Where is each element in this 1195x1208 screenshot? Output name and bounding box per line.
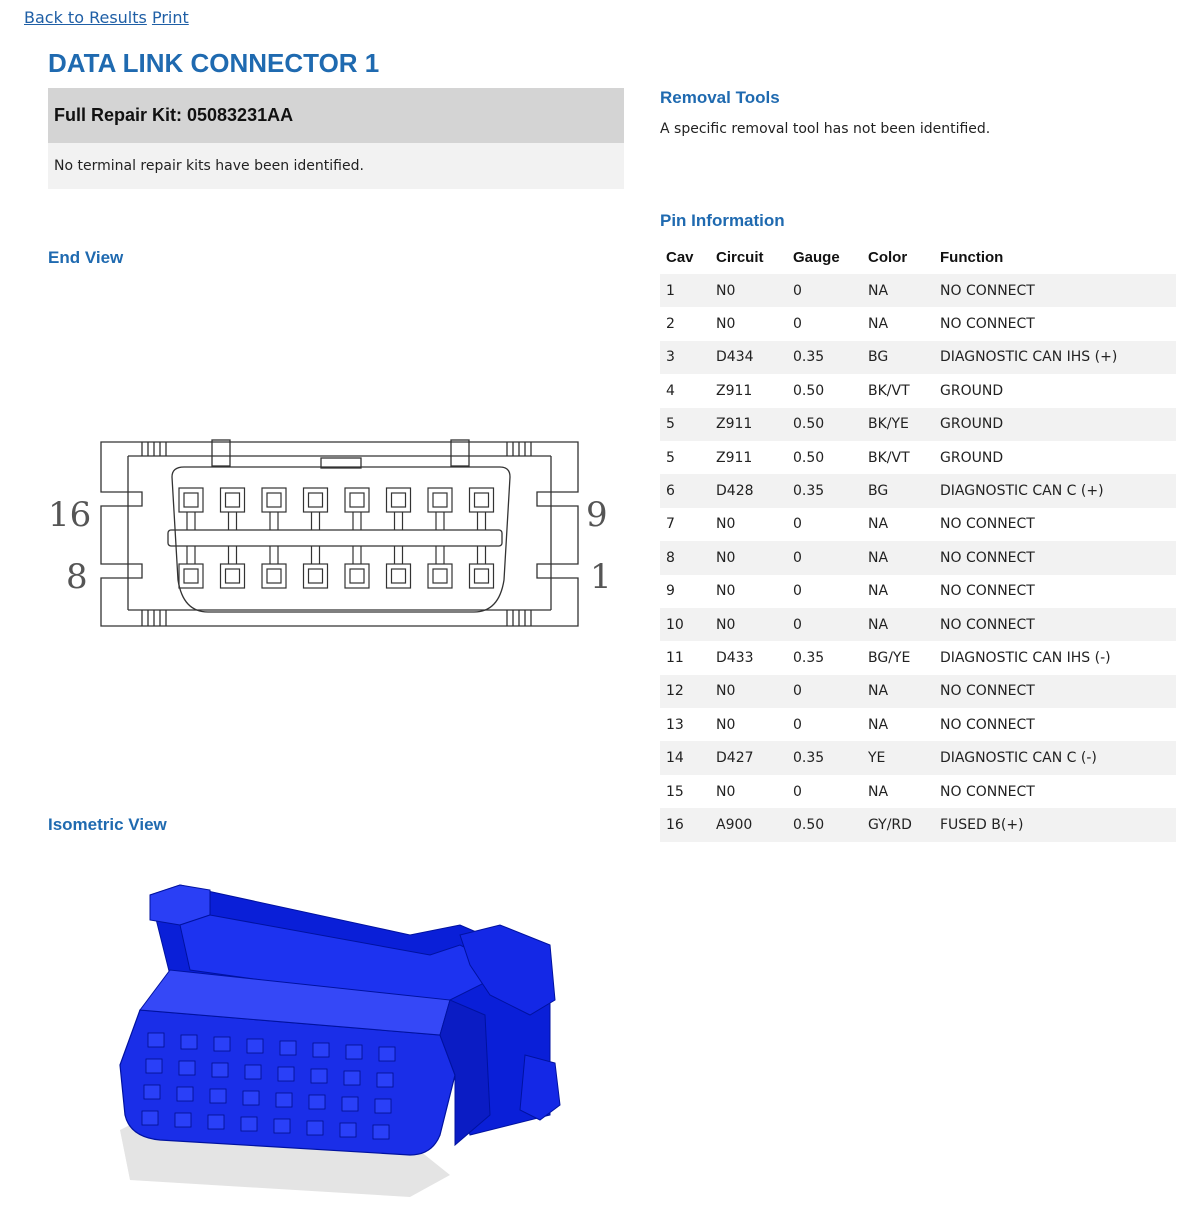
isometric-pin-cell xyxy=(208,1115,224,1129)
cell-gauge: 0 xyxy=(787,508,862,541)
cell-function: NO CONNECT xyxy=(934,708,1176,741)
cell-color: NA xyxy=(862,575,934,608)
table-row xyxy=(660,775,1176,808)
end-view-ribs-bottom-right xyxy=(507,610,531,626)
end-view-connector-face xyxy=(172,467,510,612)
end-view-pin-terminal xyxy=(184,569,198,583)
isometric-pin-cell xyxy=(311,1069,327,1083)
isometric-pin-cell xyxy=(212,1063,228,1077)
isometric-pin-cell xyxy=(177,1087,193,1101)
isometric-pin-cell xyxy=(377,1073,393,1087)
end-view-ribs-top-right xyxy=(507,442,531,456)
table-row xyxy=(660,441,1176,474)
cell-color: BG/YE xyxy=(862,641,934,674)
isometric-pin-cell xyxy=(373,1125,389,1139)
column-header-color: Color xyxy=(868,248,908,266)
cell-color: NA xyxy=(862,675,934,708)
cell-color: GY/RD xyxy=(862,808,934,841)
end-view-pin-stem xyxy=(436,546,444,564)
cell-function: GROUND xyxy=(934,374,1176,407)
cell-function: NO CONNECT xyxy=(934,575,1176,608)
isometric-pin-cell xyxy=(307,1121,323,1135)
end-view-pin-stem xyxy=(478,512,486,530)
end-view-pin-stem xyxy=(187,512,195,530)
table-row xyxy=(660,341,1176,374)
cell-function: DIAGNOSTIC CAN IHS (+) xyxy=(934,341,1176,374)
end-view-pin-terminal xyxy=(267,493,281,507)
end-view-latch-right xyxy=(451,440,469,466)
end-view-pin-terminal xyxy=(226,569,240,583)
isometric-pin-cell xyxy=(179,1061,195,1075)
table-row xyxy=(660,808,1176,841)
cell-color: BK/YE xyxy=(862,408,934,441)
isometric-pin-cell xyxy=(241,1117,257,1131)
repair-kit-body: No terminal repair kits have been identified. xyxy=(48,143,624,189)
isometric-pin-cell xyxy=(181,1035,197,1049)
table-row xyxy=(660,274,1176,307)
end-view-pin-terminal xyxy=(309,569,323,583)
end-view-pin-stem xyxy=(312,546,320,564)
isometric-pin-cell xyxy=(278,1067,294,1081)
page-title: DATA LINK CONNECTOR 1 xyxy=(48,48,380,78)
end-view-pin-cell xyxy=(179,564,203,588)
cell-gauge: 0.35 xyxy=(787,641,862,674)
table-row xyxy=(660,408,1176,441)
cell-gauge: 0 xyxy=(787,708,862,741)
end-view-pin-stem xyxy=(187,546,195,564)
isometric-pin-cell xyxy=(148,1033,164,1047)
cell-gauge: 0 xyxy=(787,274,862,307)
end-view-center-bar xyxy=(168,530,502,546)
removal-tools-heading: Removal Tools xyxy=(660,88,780,107)
cell-circuit: A900 xyxy=(710,808,787,841)
end-view-label-16: 16 xyxy=(48,495,92,535)
end-view-pin-stem xyxy=(229,512,237,530)
repair-kit-panel xyxy=(48,88,624,189)
cell-gauge: 0 xyxy=(787,675,862,708)
end-view-label-1: 1 xyxy=(590,557,612,597)
end-view-pin-terminal xyxy=(350,493,364,507)
cell-circuit: D428 xyxy=(710,474,787,507)
cell-gauge: 0.50 xyxy=(787,374,862,407)
end-view-pin-cell xyxy=(179,488,203,512)
end-view-pin-stem xyxy=(436,512,444,530)
isometric-pin-cell xyxy=(245,1065,261,1079)
end-view-pin-cell xyxy=(345,564,369,588)
cell-cav: 13 xyxy=(660,708,710,741)
end-view-pin-terminal xyxy=(309,493,323,507)
cell-gauge: 0 xyxy=(787,575,862,608)
end-view-pin-terminal xyxy=(226,493,240,507)
column-header-gauge: Gauge xyxy=(793,248,840,266)
end-view-pin-cell xyxy=(304,488,328,512)
table-row xyxy=(660,741,1176,774)
cell-function: NO CONNECT xyxy=(934,508,1176,541)
cell-gauge: 0 xyxy=(787,608,862,641)
end-view-pin-cell xyxy=(470,488,494,512)
cell-function: NO CONNECT xyxy=(934,675,1176,708)
isometric-view-drawing xyxy=(110,875,580,1205)
cell-color: BK/VT xyxy=(862,441,934,474)
end-view-latch-left xyxy=(212,440,230,466)
column-header-circuit: Circuit xyxy=(716,248,764,266)
table-row xyxy=(660,575,1176,608)
cell-function: GROUND xyxy=(934,408,1176,441)
end-view-pin-cell xyxy=(428,488,452,512)
isometric-pin-cell xyxy=(309,1095,325,1109)
cell-cav: 14 xyxy=(660,741,710,774)
end-view-pin-cell xyxy=(262,488,286,512)
end-view-pin-terminal xyxy=(267,569,281,583)
end-view-pin-terminal xyxy=(475,493,489,507)
cell-cav: 5 xyxy=(660,441,710,474)
cell-cav: 3 xyxy=(660,341,710,374)
end-view-pin-terminal xyxy=(392,493,406,507)
cell-color: NA xyxy=(862,775,934,808)
end-view-pin-stem xyxy=(478,546,486,564)
removal-tools-text: A specific removal tool has not been identified. xyxy=(660,121,991,137)
cell-function: NO CONNECT xyxy=(934,541,1176,574)
end-view-pin-stem xyxy=(229,546,237,564)
isometric-pin-cell xyxy=(214,1037,230,1051)
cell-cav: 10 xyxy=(660,608,710,641)
isometric-pin-cell xyxy=(375,1099,391,1113)
isometric-pin-cell xyxy=(274,1119,290,1133)
cell-circuit: N0 xyxy=(710,307,787,340)
isometric-pin-cell xyxy=(247,1039,263,1053)
cell-function: NO CONNECT xyxy=(934,608,1176,641)
back-to-results-link[interactable]: Back to Results xyxy=(24,8,147,27)
table-row xyxy=(660,508,1176,541)
end-view-heading: End View xyxy=(48,248,124,267)
table-row xyxy=(660,708,1176,741)
table-row xyxy=(660,307,1176,340)
end-view-pin-terminal xyxy=(433,569,447,583)
cell-gauge: 0.35 xyxy=(787,341,862,374)
isometric-pin-cell xyxy=(276,1093,292,1107)
cell-color: YE xyxy=(862,741,934,774)
cell-cav: 9 xyxy=(660,575,710,608)
table-row xyxy=(660,374,1176,407)
end-view-pin-terminal xyxy=(184,493,198,507)
repair-kit-header: Full Repair Kit: 05083231AA xyxy=(48,88,624,143)
end-view-pin-cell xyxy=(387,488,411,512)
cell-color: NA xyxy=(862,508,934,541)
cell-gauge: 0.35 xyxy=(787,474,862,507)
table-row xyxy=(660,641,1176,674)
pin-table-body xyxy=(660,274,1176,842)
cell-circuit: Z911 xyxy=(710,441,787,474)
isometric-pin-cell xyxy=(280,1041,296,1055)
cell-color: BG xyxy=(862,341,934,374)
end-view-pin-stem xyxy=(270,546,278,564)
end-view-pin-cells xyxy=(179,488,494,588)
cell-circuit: D434 xyxy=(710,341,787,374)
column-header-function: Function xyxy=(940,248,1004,266)
cell-circuit: Z911 xyxy=(710,374,787,407)
cell-cav: 16 xyxy=(660,808,710,841)
cell-circuit: D427 xyxy=(710,741,787,774)
isometric-pin-cell xyxy=(313,1043,329,1057)
cell-function: DIAGNOSTIC CAN IHS (-) xyxy=(934,641,1176,674)
end-view-pin-cell xyxy=(304,564,328,588)
end-view-pin-terminal xyxy=(475,569,489,583)
isometric-pin-cell xyxy=(243,1091,259,1105)
cell-function: NO CONNECT xyxy=(934,274,1176,307)
end-view-pin-cell xyxy=(428,564,452,588)
table-row xyxy=(660,675,1176,708)
pin-information-heading: Pin Information xyxy=(660,211,785,230)
end-view-pin-terminal xyxy=(392,569,406,583)
end-view-pin-stem xyxy=(353,546,361,564)
column-header-cav: Cav xyxy=(666,248,694,266)
cell-color: NA xyxy=(862,274,934,307)
cell-circuit: N0 xyxy=(710,775,787,808)
isometric-pin-cell xyxy=(346,1045,362,1059)
end-view-ribs-bottom-left xyxy=(142,610,166,626)
isometric-view-heading: Isometric View xyxy=(48,815,167,834)
cell-color: BK/VT xyxy=(862,374,934,407)
top-links xyxy=(24,8,189,28)
isometric-pin-cell xyxy=(210,1089,226,1103)
end-view-pin-cell xyxy=(345,488,369,512)
cell-color: BG xyxy=(862,474,934,507)
table-row xyxy=(660,474,1176,507)
end-view-pin-cell xyxy=(387,564,411,588)
end-view-ribs-top-left xyxy=(142,442,166,456)
end-view-label-8: 8 xyxy=(66,557,88,597)
cell-function: NO CONNECT xyxy=(934,775,1176,808)
cell-function: DIAGNOSTIC CAN C (-) xyxy=(934,741,1176,774)
cell-circuit: N0 xyxy=(710,575,787,608)
cell-gauge: 0 xyxy=(787,541,862,574)
end-view-pin-stem xyxy=(270,512,278,530)
cell-function: DIAGNOSTIC CAN C (+) xyxy=(934,474,1176,507)
end-view-drawing xyxy=(44,430,624,650)
cell-gauge: 0.50 xyxy=(787,808,862,841)
end-view-pin-cell xyxy=(221,564,245,588)
cell-circuit: N0 xyxy=(710,708,787,741)
cell-function: FUSED B(+) xyxy=(934,808,1176,841)
isometric-right-latch-lower xyxy=(520,1055,560,1120)
cell-gauge: 0.50 xyxy=(787,408,862,441)
end-view-pin-stem xyxy=(312,512,320,530)
end-view-label-9: 9 xyxy=(586,495,608,535)
cell-circuit: N0 xyxy=(710,608,787,641)
isometric-pin-cell xyxy=(340,1123,356,1137)
cell-function: NO CONNECT xyxy=(934,307,1176,340)
table-row xyxy=(660,541,1176,574)
isometric-pin-cell xyxy=(144,1085,160,1099)
cell-gauge: 0.50 xyxy=(787,441,862,474)
isometric-pin-cell xyxy=(344,1071,360,1085)
cell-circuit: N0 xyxy=(710,541,787,574)
cell-gauge: 0 xyxy=(787,775,862,808)
end-view-pin-stem xyxy=(353,512,361,530)
pin-table-header-row xyxy=(660,240,1176,274)
cell-cav: 5 xyxy=(660,408,710,441)
cell-function: GROUND xyxy=(934,441,1176,474)
isometric-pin-cell xyxy=(175,1113,191,1127)
cell-color: NA xyxy=(862,608,934,641)
cell-gauge: 0 xyxy=(787,307,862,340)
cell-circuit: Z911 xyxy=(710,408,787,441)
isometric-pin-cell xyxy=(142,1111,158,1125)
end-view-pin-terminal xyxy=(350,569,364,583)
cell-color: NA xyxy=(862,307,934,340)
isometric-pin-cell xyxy=(379,1047,395,1061)
cell-cav: 11 xyxy=(660,641,710,674)
cell-cav: 4 xyxy=(660,374,710,407)
cell-circuit: N0 xyxy=(710,274,787,307)
end-view-pin-cell xyxy=(262,564,286,588)
end-view-pin-stem xyxy=(395,512,403,530)
cell-circuit: N0 xyxy=(710,675,787,708)
end-view-pin-terminal xyxy=(433,493,447,507)
cell-circuit: D433 xyxy=(710,641,787,674)
end-view-pin-stem xyxy=(395,546,403,564)
cell-color: NA xyxy=(862,708,934,741)
cell-color: NA xyxy=(862,541,934,574)
end-view-pin-cell xyxy=(470,564,494,588)
cell-cav: 6 xyxy=(660,474,710,507)
cell-cav: 2 xyxy=(660,307,710,340)
cell-cav: 8 xyxy=(660,541,710,574)
cell-cav: 12 xyxy=(660,675,710,708)
end-view-pin-cell xyxy=(221,488,245,512)
cell-cav: 7 xyxy=(660,508,710,541)
pin-information-table xyxy=(660,240,1176,842)
isometric-pin-cell xyxy=(342,1097,358,1111)
table-row xyxy=(660,608,1176,641)
cell-cav: 15 xyxy=(660,775,710,808)
print-link[interactable]: Print xyxy=(151,8,189,27)
cell-circuit: N0 xyxy=(710,508,787,541)
isometric-pin-cell xyxy=(146,1059,162,1073)
cell-gauge: 0.35 xyxy=(787,741,862,774)
cell-cav: 1 xyxy=(660,274,710,307)
